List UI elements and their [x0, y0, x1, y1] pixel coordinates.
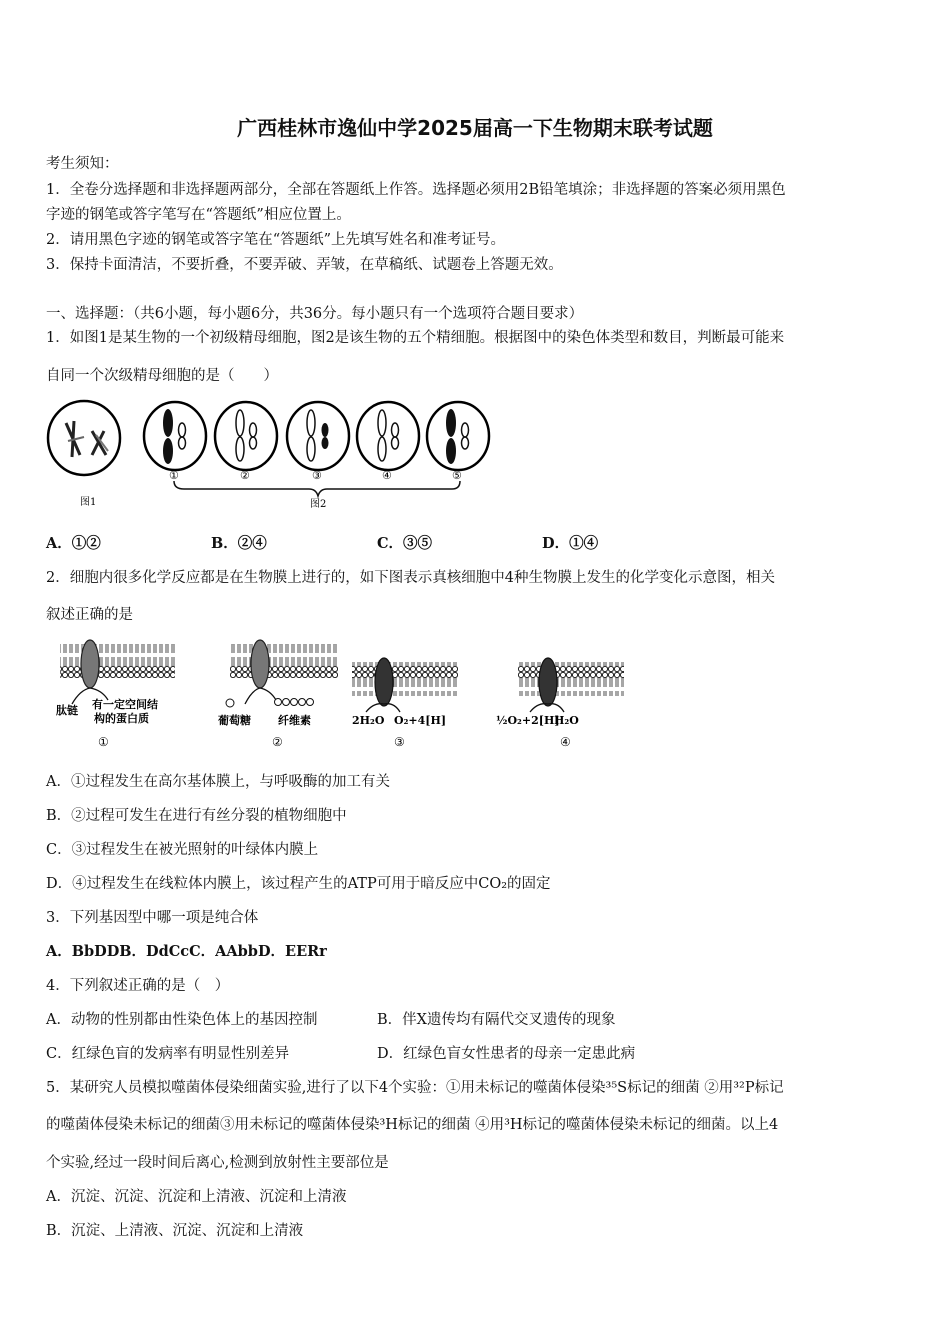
exam-title: 广西桂林市逸仙中学2025届高一下生物期末联考试题 — [237, 116, 713, 140]
p3-left-label: 2H₂O — [352, 714, 385, 727]
q5-option-b[interactable]: B．沉淀、上清液、沉淀、沉淀和上清液 — [46, 1223, 304, 1239]
membrane-panel-1 — [60, 640, 175, 704]
fig2-num-1: ① — [169, 469, 179, 482]
q2-option-c[interactable]: C．③过程发生在被光照射的叶绿体内膜上 — [46, 842, 319, 858]
q5-stem-cont-2: 个实验,经过一段时间后离心,检测到放射性主要部位是 — [46, 1155, 389, 1171]
p1-right-label-b: 构的蛋白质 — [94, 712, 149, 725]
fig2-num-3: ③ — [312, 469, 322, 482]
q2-figure — [50, 638, 640, 753]
notice-item-1-cont: 字迹的钢笔或答字笔写在“答题纸”相应位置上。 — [46, 207, 351, 223]
p3-num: ③ — [394, 735, 405, 749]
p1-num: ① — [98, 735, 109, 749]
fig2-num-4: ④ — [382, 469, 392, 482]
membrane-panel-3 — [352, 658, 458, 712]
fig2-label: 图2 — [310, 499, 327, 510]
p2-left-label: 葡萄糖 — [218, 714, 251, 727]
section-heading: 一、选择题：（共6小题，每小题6分，共36分。每小题只有一个选项符合题目要求） — [46, 306, 584, 322]
q2-stem-cont: 叙述正确的是 — [46, 607, 133, 623]
p1-left-label: 肽链 — [56, 704, 78, 717]
p2-num: ② — [272, 735, 283, 749]
q1-figure — [44, 393, 504, 513]
notice-item-3: 3．保持卡面清洁，不要折叠，不要弄破、弄皱，在草稿纸、试题卷上答题无效。 — [46, 257, 563, 273]
q4-option-d[interactable]: D．红绿色盲女性患者的母亲一定患此病 — [377, 1046, 636, 1062]
p3-right-label: O₂+4[H] — [394, 714, 447, 727]
q4-option-a[interactable]: A．动物的性别都由性染色体上的基因控制 — [46, 1012, 318, 1028]
p2-right-label: 纤维素 — [278, 714, 311, 727]
q2-stem: 2．细胞内很多化学反应都是在生物膜上进行的，如下图表示真核细胞中4种生物膜上发生的化学变化示意图，相关 — [46, 570, 775, 586]
p1-right-label-a: 有一定空间结 — [92, 698, 158, 711]
fig2-num-2: ② — [240, 469, 250, 482]
fig2-cell-5 — [427, 402, 489, 470]
q4-option-b[interactable]: B．伴X遗传均有隔代交叉遗传的现象 — [377, 1012, 616, 1028]
q4-stem: 4．下列叙述正确的是（ ） — [46, 978, 230, 994]
q3-stem: 3．下列基因型中哪一项是纯合体 — [46, 910, 259, 926]
q2-option-d[interactable]: D．④过程发生在线粒体内膜上，该过程产生的ATP可用于暗反应中CO₂的固定 — [46, 876, 551, 892]
fig2-cell-1 — [144, 402, 206, 470]
q5-stem: 5．某研究人员模拟噬菌体侵染细菌实验,进行了以下4个实验：①用未标记的噬菌体侵染³⁵S标记的细菌 ②用³²P标记 — [46, 1080, 784, 1096]
q5-option-a[interactable]: A．沉淀、沉淀、沉淀和上清液、沉淀和上清液 — [46, 1189, 347, 1205]
notice-item-1: 1．全卷分选择题和非选择题两部分，全部在答题纸上作答。选择题必须用2B铅笔填涂；非选择题的答案必须用黑色 — [46, 182, 786, 198]
fig1-label: 图1 — [80, 497, 97, 508]
fig2-brace — [174, 481, 460, 496]
notice-heading: 考生须知： — [46, 156, 119, 172]
q2-option-b[interactable]: B．②过程可发生在进行有丝分裂的植物细胞中 — [46, 808, 347, 824]
q2-option-a[interactable]: A．①过程发生在高尔基体膜上，与呼吸酶的加工有关 — [46, 774, 390, 790]
fig2-cell-2 — [215, 402, 277, 470]
fig1-cell — [48, 401, 120, 475]
membrane-panel-2 — [226, 640, 338, 707]
q5-stem-cont-1: 的噬菌体侵染未标记的细菌③用未标记的噬菌体侵染³H标记的细菌 ④用³H标记的噬菌体侵染未标记的细菌。以上4 — [46, 1117, 779, 1133]
q4-option-c[interactable]: C．红绿色盲的发病率有明显性别差异 — [46, 1046, 290, 1062]
q1-stem-cont: 自同一个次级精母细胞的是（ ） — [46, 368, 278, 384]
fig2-cell-3 — [287, 402, 349, 470]
q1-option-d[interactable]: D．①④ — [542, 535, 599, 552]
membrane-panel-4 — [518, 658, 624, 712]
p4-num: ④ — [560, 735, 571, 749]
q1-option-c[interactable]: C．③⑤ — [377, 535, 433, 552]
fig2-cell-4 — [357, 402, 419, 470]
notice-item-2: 2．请用黑色字迹的钢笔或答字笔在“答题纸”上先填写姓名和准考证号。 — [46, 232, 506, 248]
q1-option-a[interactable]: A．①② — [46, 535, 101, 552]
fig2-num-5: ⑤ — [452, 469, 462, 482]
q1-stem: 1．如图1是某生物的一个初级精母细胞，图2是该生物的五个精细胞。根据图中的染色体类型和数目，判断最可能来 — [46, 330, 785, 346]
p4-left-label: ½O₂+2[H] — [496, 714, 560, 727]
q1-option-b[interactable]: B．②④ — [211, 535, 267, 552]
q3-options[interactable]: A．BbDDB．DdCcC．AAbbD．EERr — [46, 943, 327, 960]
p4-right-label: H₂O — [554, 714, 579, 727]
